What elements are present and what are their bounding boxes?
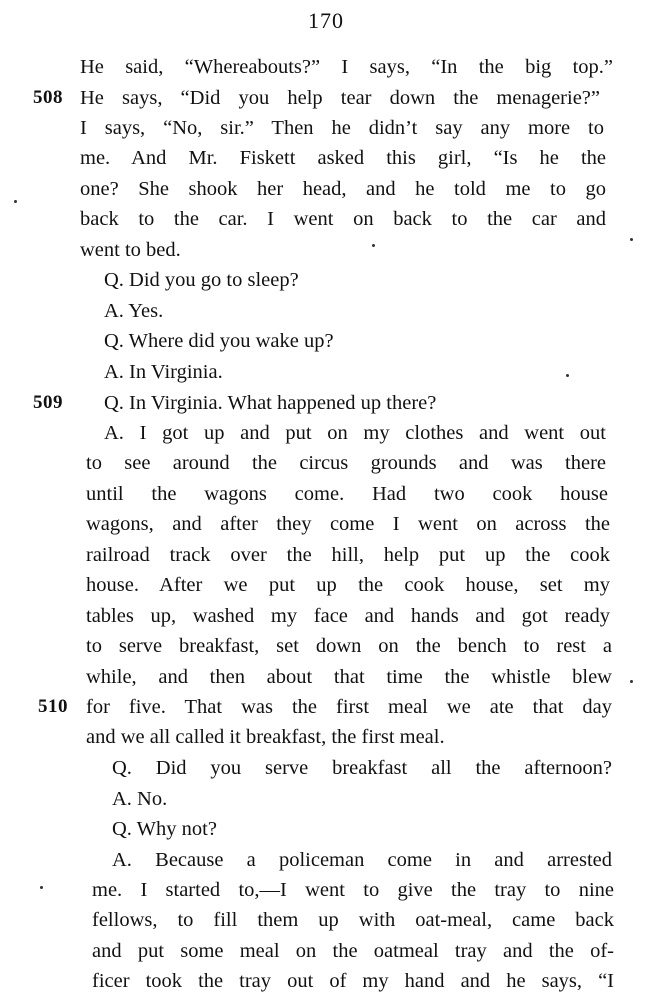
line-text: A. Because a policeman come in and arrested — [112, 849, 612, 871]
line-text: railroad track over the hill, help put up the cook — [86, 544, 610, 566]
page-number: 170 — [308, 8, 344, 33]
line-text: Q. Did you serve breakfast all the afternoon? — [112, 757, 612, 779]
line-text: one? She shook her head, and he told me to go — [80, 178, 606, 200]
line-text: fellows, to fill them up with oat-meal, came back — [92, 909, 614, 931]
line-text: ficer took the tray out of my hand and he says, “I — [92, 970, 614, 992]
line-text: me. I started to,—I went to give the tray to nine — [92, 879, 614, 901]
line-text: to see around the circus grounds and was there — [86, 452, 606, 474]
line-text: Q. In Virginia. What happened up there? — [104, 392, 437, 414]
line-text: me. And Mr. Fiskett asked this girl, “Is he the — [80, 147, 606, 169]
line-text: A. In Virginia. — [104, 361, 223, 383]
line-text: until the wagons come. Had two cook house — [86, 483, 608, 505]
line-text: I says, “No, sir.” Then he didn’t say any more to — [80, 117, 604, 139]
margin-number: 509 — [33, 392, 63, 413]
scan-speck — [566, 374, 569, 377]
line-text: while, and then about that time the whistle blew — [86, 666, 612, 688]
scan-speck — [40, 886, 43, 889]
scan-speck — [630, 238, 633, 241]
line-text: Q. Why not? — [112, 818, 217, 840]
line-text: He says, “Did you help tear down the menagerie?” — [80, 87, 600, 109]
scan-speck — [630, 680, 633, 683]
line-text: went to bed. — [80, 239, 181, 261]
margin-number: 508 — [33, 87, 63, 108]
line-text: to serve breakfast, set down on the bench to rest a — [86, 635, 612, 657]
line-text: A. I got up and put on my clothes and went out — [104, 422, 606, 444]
scan-speck — [372, 244, 375, 247]
line-text: and put some meal on the oatmeal tray and the of- — [92, 940, 614, 962]
scan-speck — [14, 200, 17, 203]
line-text: tables up, washed my face and hands and got ready — [86, 605, 610, 627]
line-text: A. No. — [112, 788, 168, 810]
line-text: and we all called it breakfast, the first meal. — [86, 726, 445, 748]
line-text: Q. Where did you wake up? — [104, 330, 334, 352]
line-text: back to the car. I went on back to the car and — [80, 208, 606, 230]
margin-number: 510 — [38, 696, 68, 717]
line-text: Q. Did you go to sleep? — [104, 269, 299, 291]
line-text: He said, “Whereabouts?” I says, “In the big top.” — [80, 56, 613, 78]
line-text: for five. That was the first meal we ate that day — [86, 696, 612, 718]
line-text: A. Yes. — [104, 300, 164, 322]
line-text: house. After we put up the cook house, set my — [86, 574, 610, 596]
line-text: wagons, and after they come I went on across the — [86, 513, 610, 535]
